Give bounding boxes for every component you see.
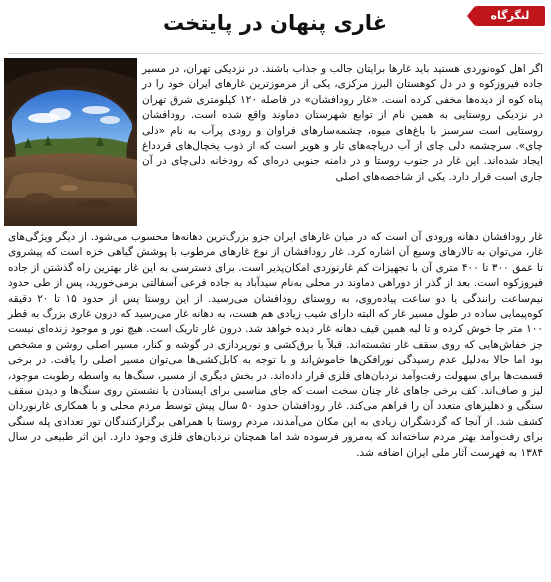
article-header: [0, 0, 551, 54]
cave-photo-icon: [4, 58, 137, 226]
article-title: غاری پنهان در پایتخت: [162, 11, 388, 35]
section-tag: لنگرگاه: [475, 6, 545, 26]
header-divider: [8, 53, 543, 54]
article-paragraph-top: اگر اهل کوه‌نوردی هستید باید غارها برایتان جالب و جذاب باشند. در نزدیکی تهران، در مسیر جاده فیروزکوه و در دل کوهستان البرز مرکزی، یکی از مرموزترین غارهای ایران خود را در پناه کوه از دیده‌ها مخفی کرده است. «غار رودافشان» در فاصله ۱۲۰ کیلومتری شرق تهران در نزدیکی روستایی به همین نام از توابع شهرستان دماوند واقع شده است. رودافشان روستایی است سرسبز با باغ‌های میوه، چشمه‌سارهای فراوان و رودی پرآب به نام «دلی چای». سرچشمه دلی چای از آب دریاچه‌های تار و هویر است که از ذوب یخچال‌های قردداغ ایجاد شده‌اند. این غار در جنوب روستا و در دامنه جنوبی دره‌ای که رودخانه دلی‌چای در آن جاری است قرار دارد. یکی از شاخصه‌های اصلی: [142, 63, 543, 183]
article-paragraph-bottom: غار رودافشان دهانه ورودی آن است که در میان غارهای ایران جزو بزرگ‌ترین دهانه‌ها محسوب می‌شود. از دیگر ویژگی‌های غار، می‌توان به تالارهای وسیع آن اشاره کرد. غار رودافشان از نوع غارهای مرطوب با پوشش گیاهی خزه است که پیشروی تا عمق ۳۰۰ تا ۴۰۰ متری آن با تجهیزات کم غارنوردی امکان‌پذیر است. برای دسترسی به این غار بهترین راه گذشتن از جاده فیروزکوه است. بعد از گذر از دوراهی دماوند در محلی به‌نام سیدآباد به جاده فرعی آسفالتی برمی‌خورید، پس از طی حدود نیم‌ساعت رانندگی یا دو ساعت پیاده‌روی، به روستای رودافشان می‌رسید. از این روستا پس از حدود ۱۵ تا ۲۰ دقیقه کوه‌پیمایی ساده در طول مسیر غار که البته دارای شیب زیادی هم هست، به دهانه غار می‌رسید که درون غاری بزرگ به قطر ۱۰۰ متر جا خوش کرده و تا لبه همین قیف دهانه غار دیده خواهد شد. درون غار تاریک است. هیچ نور و موجود زنده‌ای نیست جز خفاش‌هایی که روی سقف غار نشسته‌اند. قبلاً با برق‌کشی و نورپردازی در گوشه و کنار، مسیر اصلی روشن و مشخص بود اما حالا به‌دلیل عدم رسیدگی نورافکن‌ها خاموش‌اند و با توجه به کابل‌کشی‌ها می‌توان مسیر اصلی را یافت. در برخی قسمت‌ها برای سهولت رفت‌وآمد نردبان‌های فلزی قرار داده‌اند. در بخش دیگری از مسیر، سنگ‌ها به واسطه رطوبت موجود، لیز و صاف‌اند. کف برخی جاهای غار چنان سخت است که جای مناسبی برای ایستادن یا نشستن روی سنگ‌ها و دیدن سقف سنگی و دهلیزهای متعدد آن را فراهم می‌کند. غار رودافشان حدود ۵۰ سال پیش توسط مردم محلی و با همکاری غارنوردان کشف شد. از آنجا که گردشگران زیادی به این مکان می‌آمدند، مردم روستا با همراهی برگزارکنندگان تور تعدادی پله سنگی برای رفت‌وآمد بهتر مردم ساخته‌اند که به‌مرور فرسوده شد اما همچنان نردبان‌های فلزی وجود دارد. این اثر طبیعی در سال ۱۳۸۴ به فهرست آثار ملی ایران اضافه شد.: [8, 231, 544, 459]
article-body-bottom: [8, 230, 543, 461]
section-tag-notch: [467, 6, 475, 26]
article-body-top: [142, 62, 543, 185]
cave-photo: [4, 58, 137, 226]
